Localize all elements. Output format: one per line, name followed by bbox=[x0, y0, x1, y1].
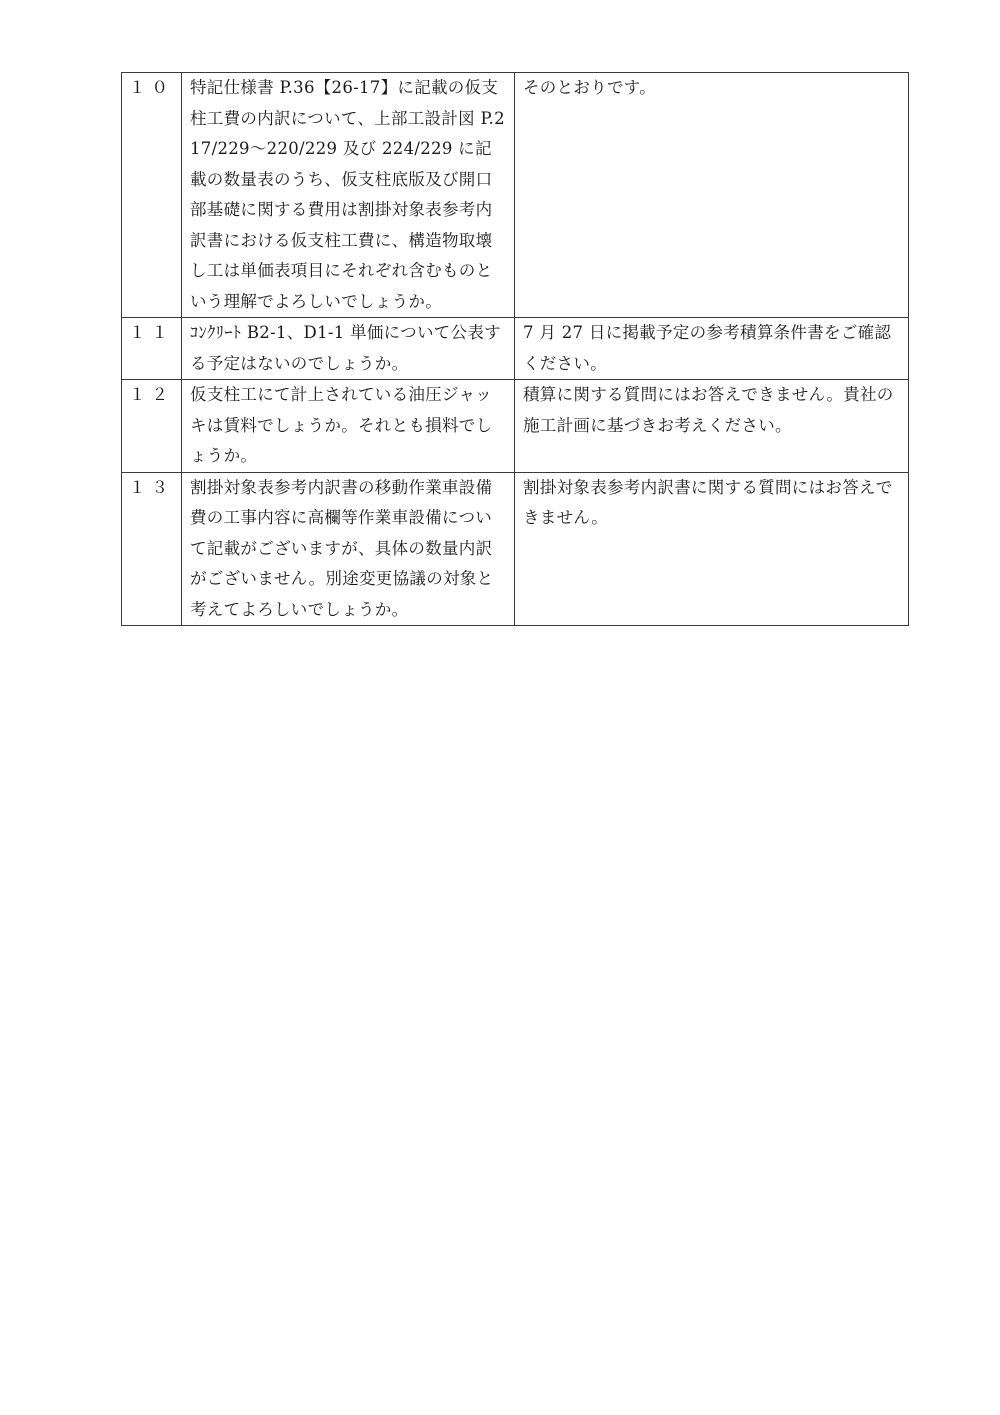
row-number: １２ bbox=[122, 380, 182, 473]
answer-cell: そのとおりです。 bbox=[515, 73, 909, 318]
table-row bbox=[122, 318, 909, 380]
answer-cell: 積算に関する質問にはお答えできません。貴社の施工計画に基づきお考えください。 bbox=[515, 380, 909, 473]
question-cell: 特記仕様書 P.36【26-17】に記載の仮支柱工費の内訳について、上部工設計図 P.217/229～220/229 及び 224/229 に記載の数量表のうち、仮支柱底版及び開口部基礎に関する費用は割掛対象表参考内訳書における仮支柱工費に、構造物取壊し工は単価表項目にそれぞれ含むものという理解でよろしいでしょうか。 bbox=[182, 73, 515, 318]
row-number: １１ bbox=[122, 318, 182, 380]
qa-table bbox=[121, 72, 909, 626]
table-row bbox=[122, 472, 909, 626]
question-cell: 割掛対象表参考内訳書の移動作業車設備費の工事内容に高欄等作業車設備について記載がございますが、具体の数量内訳がございません。別途変更協議の対象と考えてよろしいでしょうか。 bbox=[182, 472, 515, 626]
row-number: １３ bbox=[122, 472, 182, 626]
question-cell: ｺﾝｸﾘｰﾄ B2-1、D1-1 単価について公表する予定はないのでしょうか。 bbox=[182, 318, 515, 380]
table-row bbox=[122, 73, 909, 318]
table-row bbox=[122, 380, 909, 473]
answer-cell: 割掛対象表参考内訳書に関する質問にはお答えできません。 bbox=[515, 472, 909, 626]
row-number: １０ bbox=[122, 73, 182, 318]
question-cell: 仮支柱工にて計上されている油圧ジャッキは賃料でしょうか。それとも損料でしょうか。 bbox=[182, 380, 515, 473]
answer-cell: 7 月 27 日に掲載予定の参考積算条件書をご確認ください。 bbox=[515, 318, 909, 380]
